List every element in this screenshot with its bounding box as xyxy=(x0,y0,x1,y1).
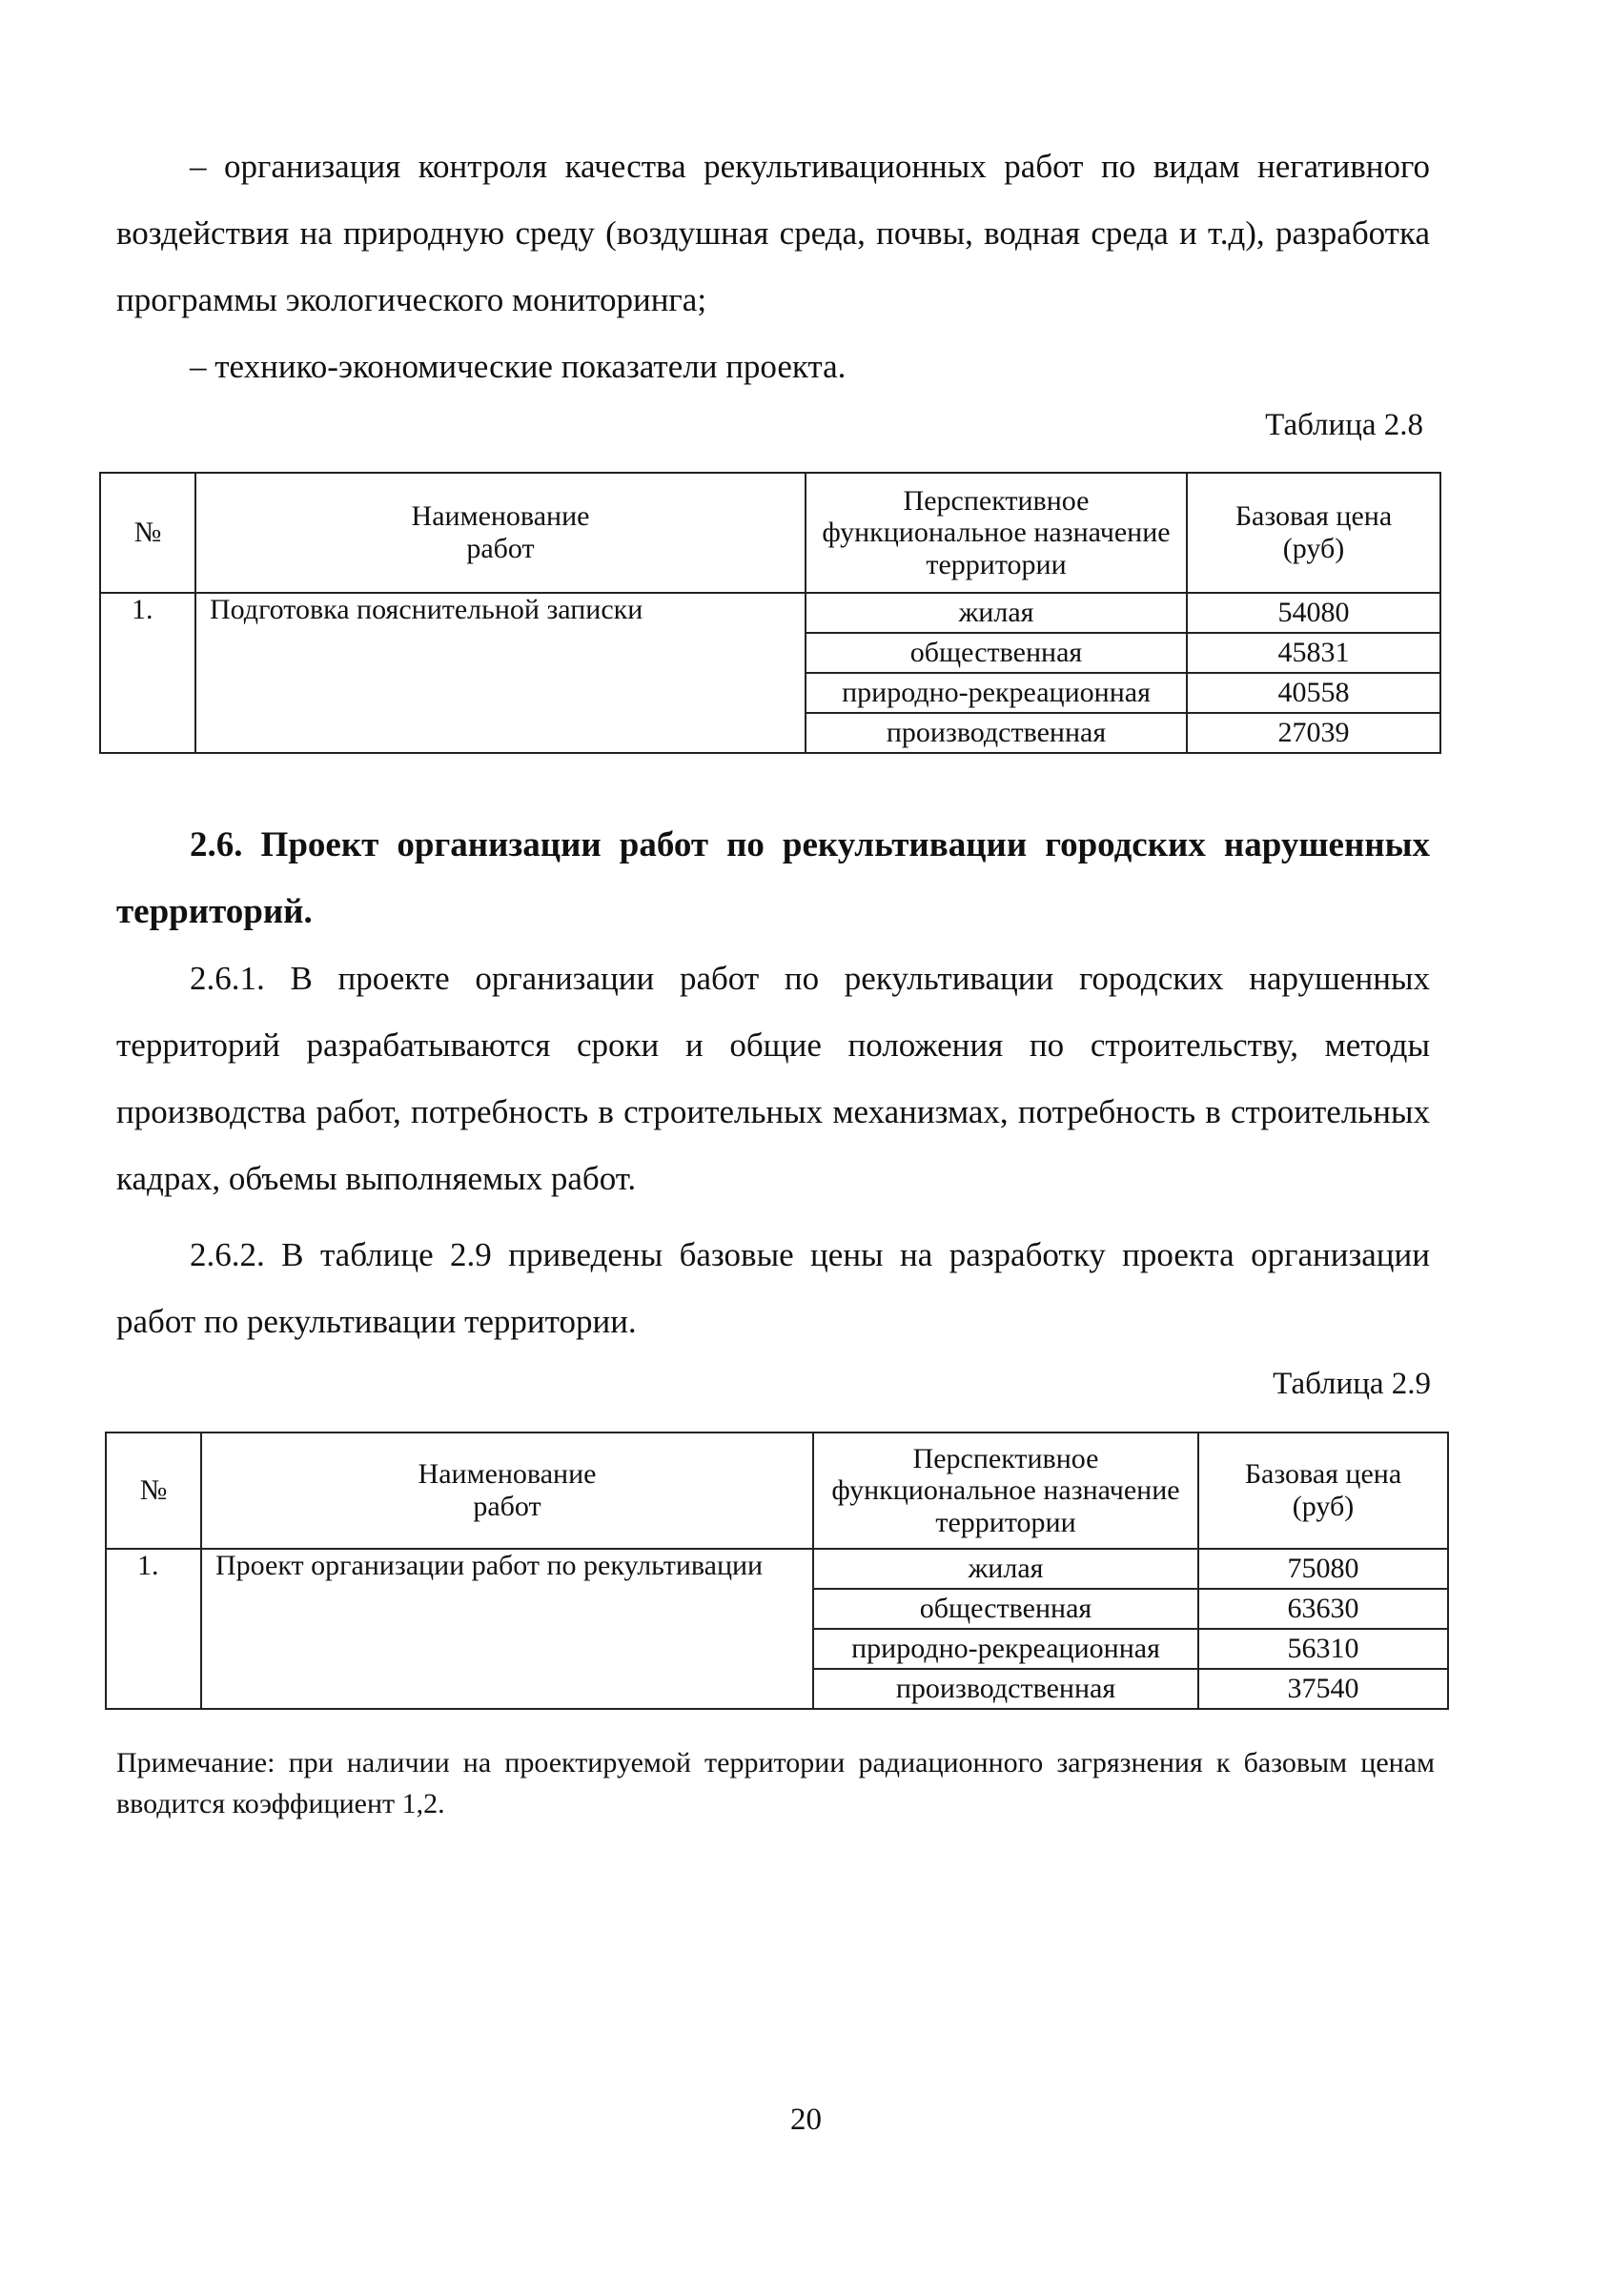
cell-price: 56310 xyxy=(1198,1629,1448,1669)
cell-price: 75080 xyxy=(1198,1549,1448,1589)
list-item-quality-control: – организация контроля качества рекультивационных работ по видам негативного воздействия на природную среду (воздушная среда, почвы, водная среда и т.д), разработка программы экологического мониторинга; xyxy=(116,148,1430,318)
table-2-9-caption: Таблица 2.9 xyxy=(1273,1367,1431,1401)
row-work-name: Проект организации работ по рекультивации xyxy=(201,1549,813,1709)
table-row xyxy=(106,1549,1448,1589)
header-purpose: Перспективное функциональное назначение территории xyxy=(806,473,1187,593)
table-note: Примечание: при наличии на проектируемой территории радиационного загрязнения к базовым ценам вводится коэффициент 1,2. xyxy=(116,1747,1435,1819)
list-item-indicators: – технико-экономические показатели проекта. xyxy=(190,348,847,385)
cell-purpose: производственная xyxy=(813,1669,1198,1709)
header-num: № xyxy=(106,1432,201,1549)
header-num: № xyxy=(100,473,195,593)
cell-price: 37540 xyxy=(1198,1669,1448,1709)
header-purpose: Перспективное функциональное назначение территории xyxy=(813,1432,1198,1549)
row-number: 1. xyxy=(106,1549,201,1709)
cell-purpose: производственная xyxy=(806,713,1187,753)
cell-price: 40558 xyxy=(1187,673,1440,713)
header-name xyxy=(201,1432,813,1549)
header-name xyxy=(195,473,806,593)
table-2-8-caption: Таблица 2.8 xyxy=(1265,408,1423,442)
cell-purpose: жилая xyxy=(806,593,1187,633)
row-work-name: Подготовка пояснительной записки xyxy=(195,593,806,753)
table-header-row xyxy=(106,1432,1448,1549)
cell-price: 45831 xyxy=(1187,633,1440,673)
table-row xyxy=(100,593,1440,633)
paragraph-2-6-1: 2.6.1. В проекте организации работ по рекультивации городских нарушенных территорий разрабатываются сроки и общие положения по строительству, методы производства работ, потребность в строительных механизмах, потребность в строительных кадрах, объемы выполняемых работ. xyxy=(116,960,1430,1197)
table-header-row xyxy=(100,473,1440,593)
cell-price: 27039 xyxy=(1187,713,1440,753)
header-name-text: Наименование работ xyxy=(418,1458,597,1522)
header-name-text: Наименование работ xyxy=(411,500,590,564)
header-price xyxy=(1187,473,1440,593)
cell-purpose: природно-рекреационная xyxy=(806,673,1187,713)
row-number: 1. xyxy=(100,593,195,753)
cell-price: 54080 xyxy=(1187,593,1440,633)
cell-purpose: природно-рекреационная xyxy=(813,1629,1198,1669)
cell-purpose: жилая xyxy=(813,1549,1198,1589)
header-price-text: Базовая цена (руб) xyxy=(1235,500,1393,564)
cell-purpose: общественная xyxy=(806,633,1187,673)
page-number: 20 xyxy=(790,2103,822,2137)
section-heading: 2.6. Проект организации работ по рекультивации городских нарушенных территорий. xyxy=(116,825,1430,931)
header-price-text: Базовая цена (руб) xyxy=(1244,1458,1402,1522)
table-2-9 xyxy=(105,1432,1449,1710)
cell-purpose: общественная xyxy=(813,1589,1198,1629)
cell-price: 63630 xyxy=(1198,1589,1448,1629)
paragraph-2-6-2: 2.6.2. В таблице 2.9 приведены базовые цены на разработку проекта организации работ по рекультивации территории. xyxy=(116,1236,1430,1340)
table-2-8 xyxy=(99,472,1441,754)
header-price xyxy=(1198,1432,1448,1549)
